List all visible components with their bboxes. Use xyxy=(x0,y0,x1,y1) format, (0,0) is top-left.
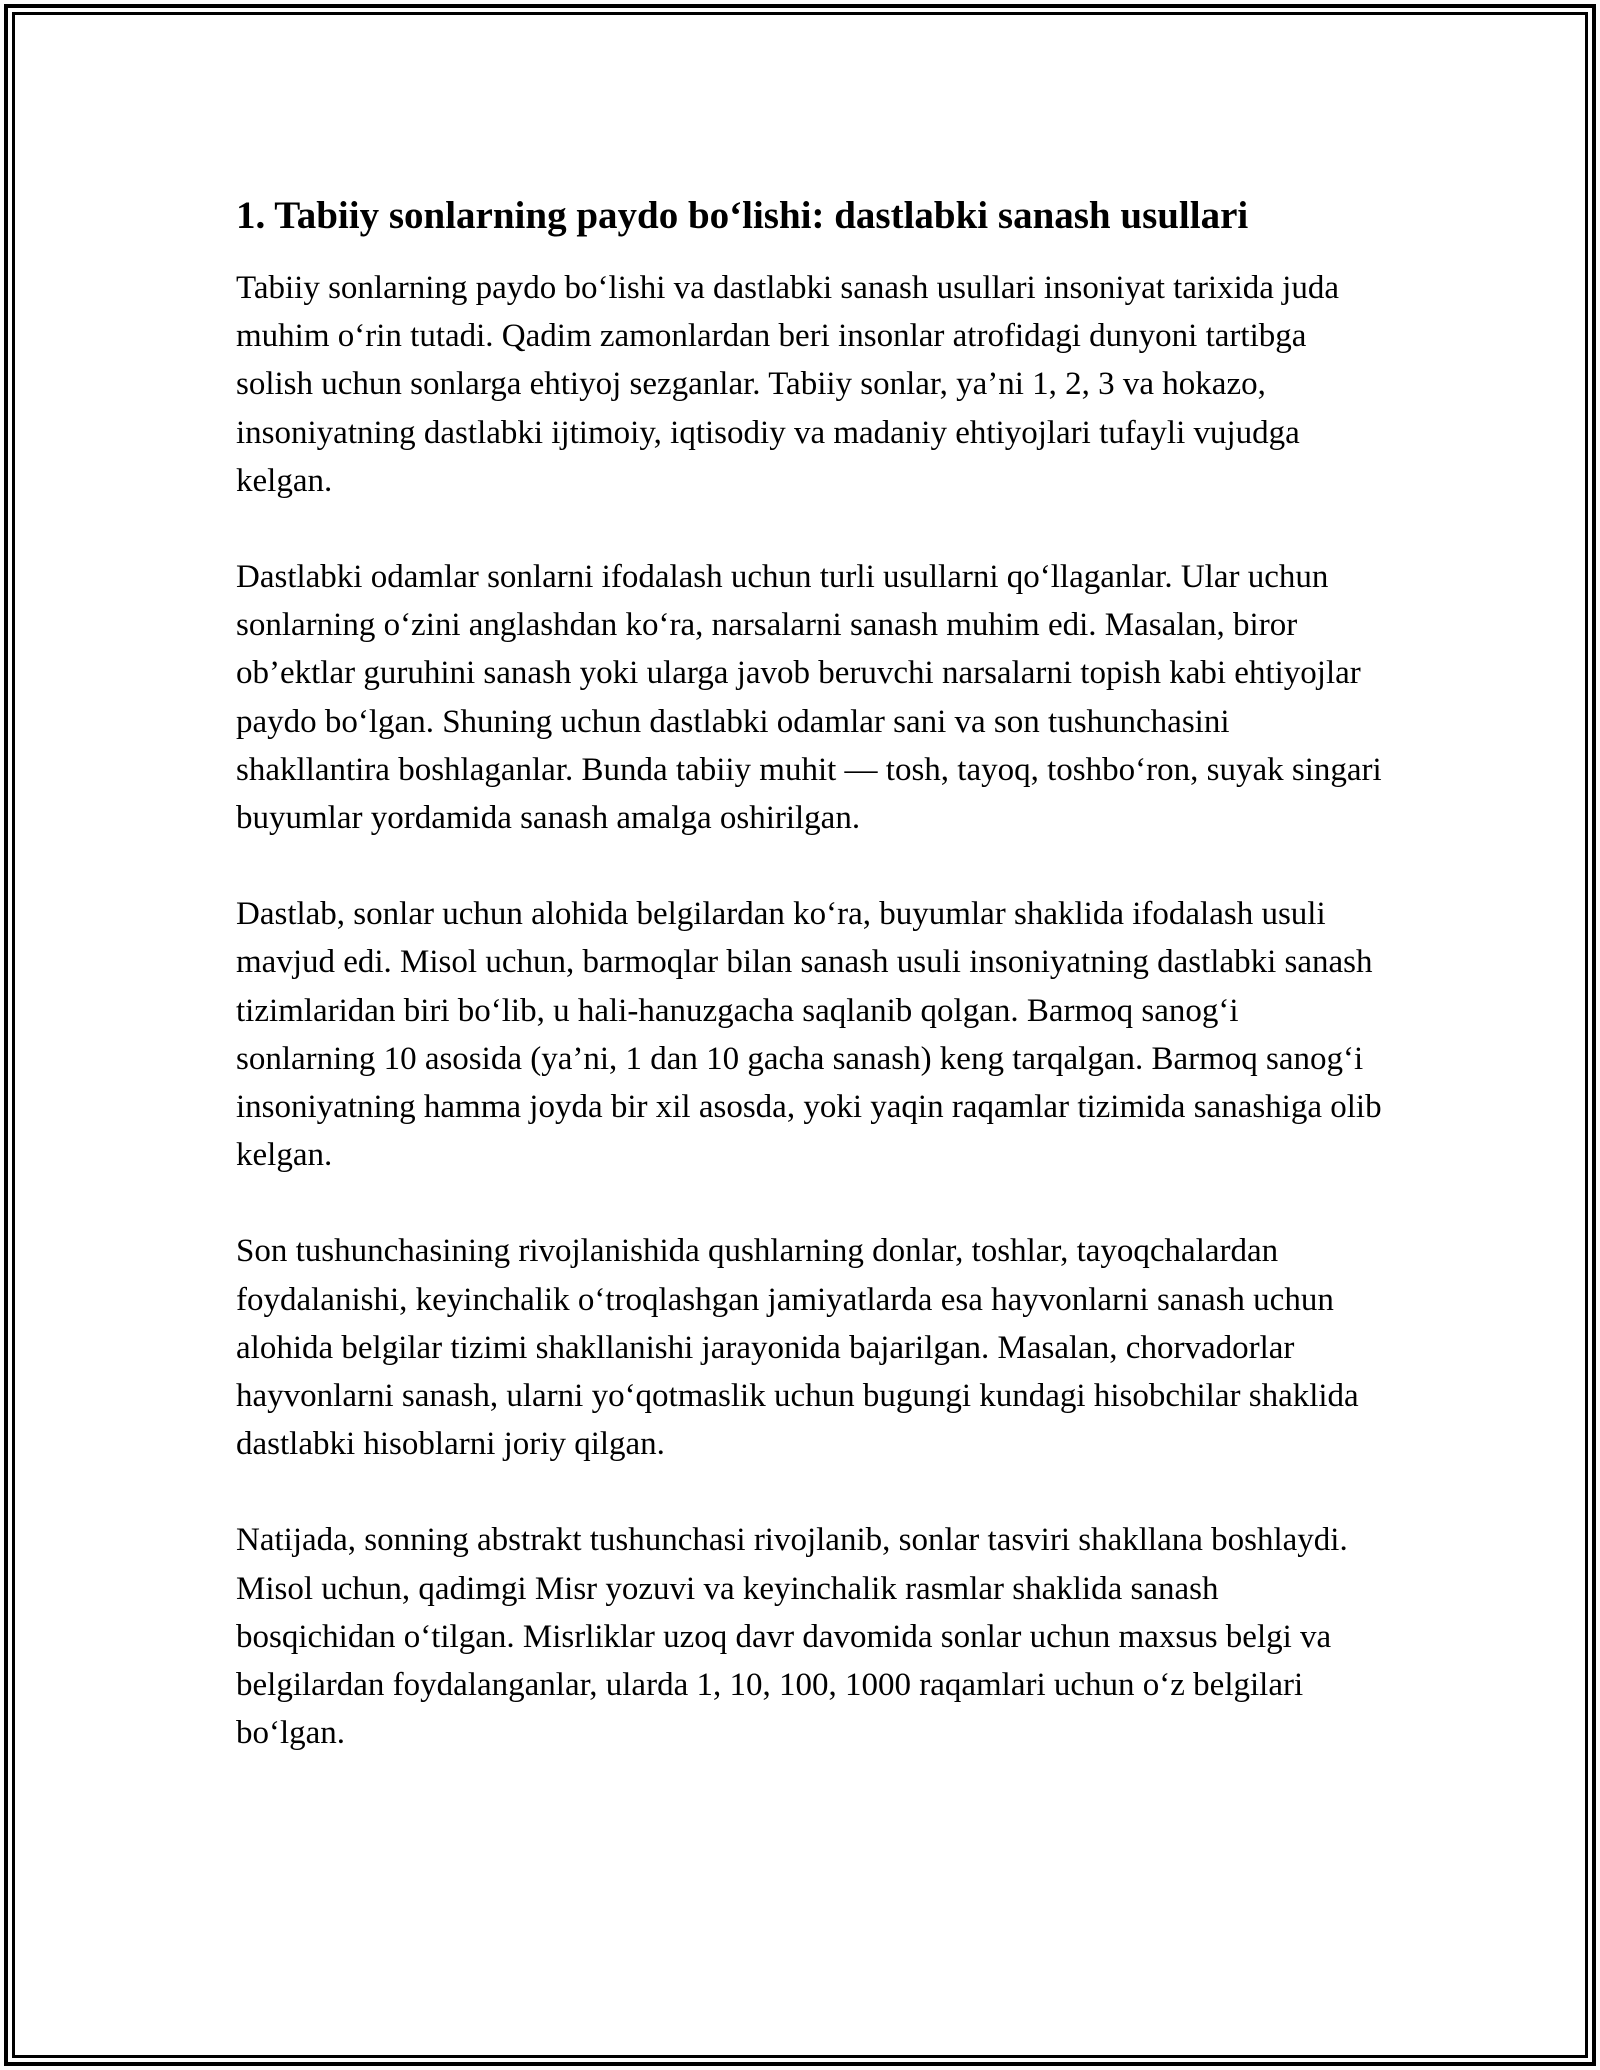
section-heading: 1. Tabiiy sonlarning paydo bo‘lishi: dastlabki sanash usullari xyxy=(236,194,1249,237)
paragraph-3: Dastlab, sonlar uchun alohida belgilardan ko‘ra, buyumlar shaklida ifodalash usuli mavjud edi. Misol uchun, barmoqlar bilan sanash usuli insoniyatning dastlabki sanash tizimlaridan biri bo‘lib, u hali-hanuzgacha saqlanib qolgan. Barmoq sanog‘i sonlarning 10 asosida (ya’ni, 1 dan 10 gacha sanash) keng tarqalgan. Barmoq sanog‘i insoniyatning hamma joyda bir xil asosda, yoki yaqin raqamlar tizimida sanashiga olib kelgan. xyxy=(236,896,1382,1174)
paragraph-5: Natijada, sonning abstrakt tushunchasi rivojlanib, sonlar tasviri shakllana boshlaydi. Misol uchun, qadimgi Misr yozuvi va keyinchalik rasmlar shaklida sanash bosqichidan o‘tilgan. Misrliklar uzoq davr davomida sonlar uchun maxsus belgi va belgilardan foydalanganlar, ularda 1, 10, 100, 1000 raqamlari uchun o‘z belgilari bo‘lgan. xyxy=(236,1522,1348,1752)
paragraph-1: Tabiiy sonlarning paydo bo‘lishi va dastlabki sanash usullari insoniyat tarixida juda muhim o‘rin tutadi. Qadim zamonlardan beri insonlar atrofidagi dunyoni tartibga solish uchun sonlarga ehtiyoj sezganlar. Tabiiy sonlar, ya’ni 1, 2, 3 va hokazo, insoniyatning dastlabki ijtimoiy, iqtisodiy va madaniy ehtiyojlari tufayli vujudga kelgan. xyxy=(236,270,1339,499)
document-body xyxy=(236,190,1386,1805)
paragraph-4: Son tushunchasining rivojlanishida qushlarning donlar, toshlar, tayoqchalardan foydalanishi, keyinchalik o‘troqlashgan jamiyatlarda esa hayvonlarni sanash uchun alohida belgilar tizimi shakllanishi jarayonida bajarilgan. Masalan, chorvadorlar hayvonlarni sanash, ularni yo‘qotmaslik uchun bugungi kundagi hisobchilar shaklida dastlabki hisoblarni joriy qilgan. xyxy=(236,1233,1359,1463)
paragraph-2: Dastlabki odamlar sonlarni ifodalash uchun turli usullarni qo‘llaganlar. Ular uchun sonlarning o‘zini anglashdan ko‘ra, narsalarni sanash muhim edi. Masalan, biror ob’ektlar guruhini sanash yoki ularga javob beruvchi narsalarni topish kabi ehtiyojlar paydo bo‘lgan. Shuning uchun dastlabki odamlar sani va son tushunchasini shakllantira boshlaganlar. Bunda tabiiy muhit — tosh, tayoq, toshbo‘ron, suyak singari buyumlar yordamida sanash amalga oshirilgan. xyxy=(236,559,1382,837)
